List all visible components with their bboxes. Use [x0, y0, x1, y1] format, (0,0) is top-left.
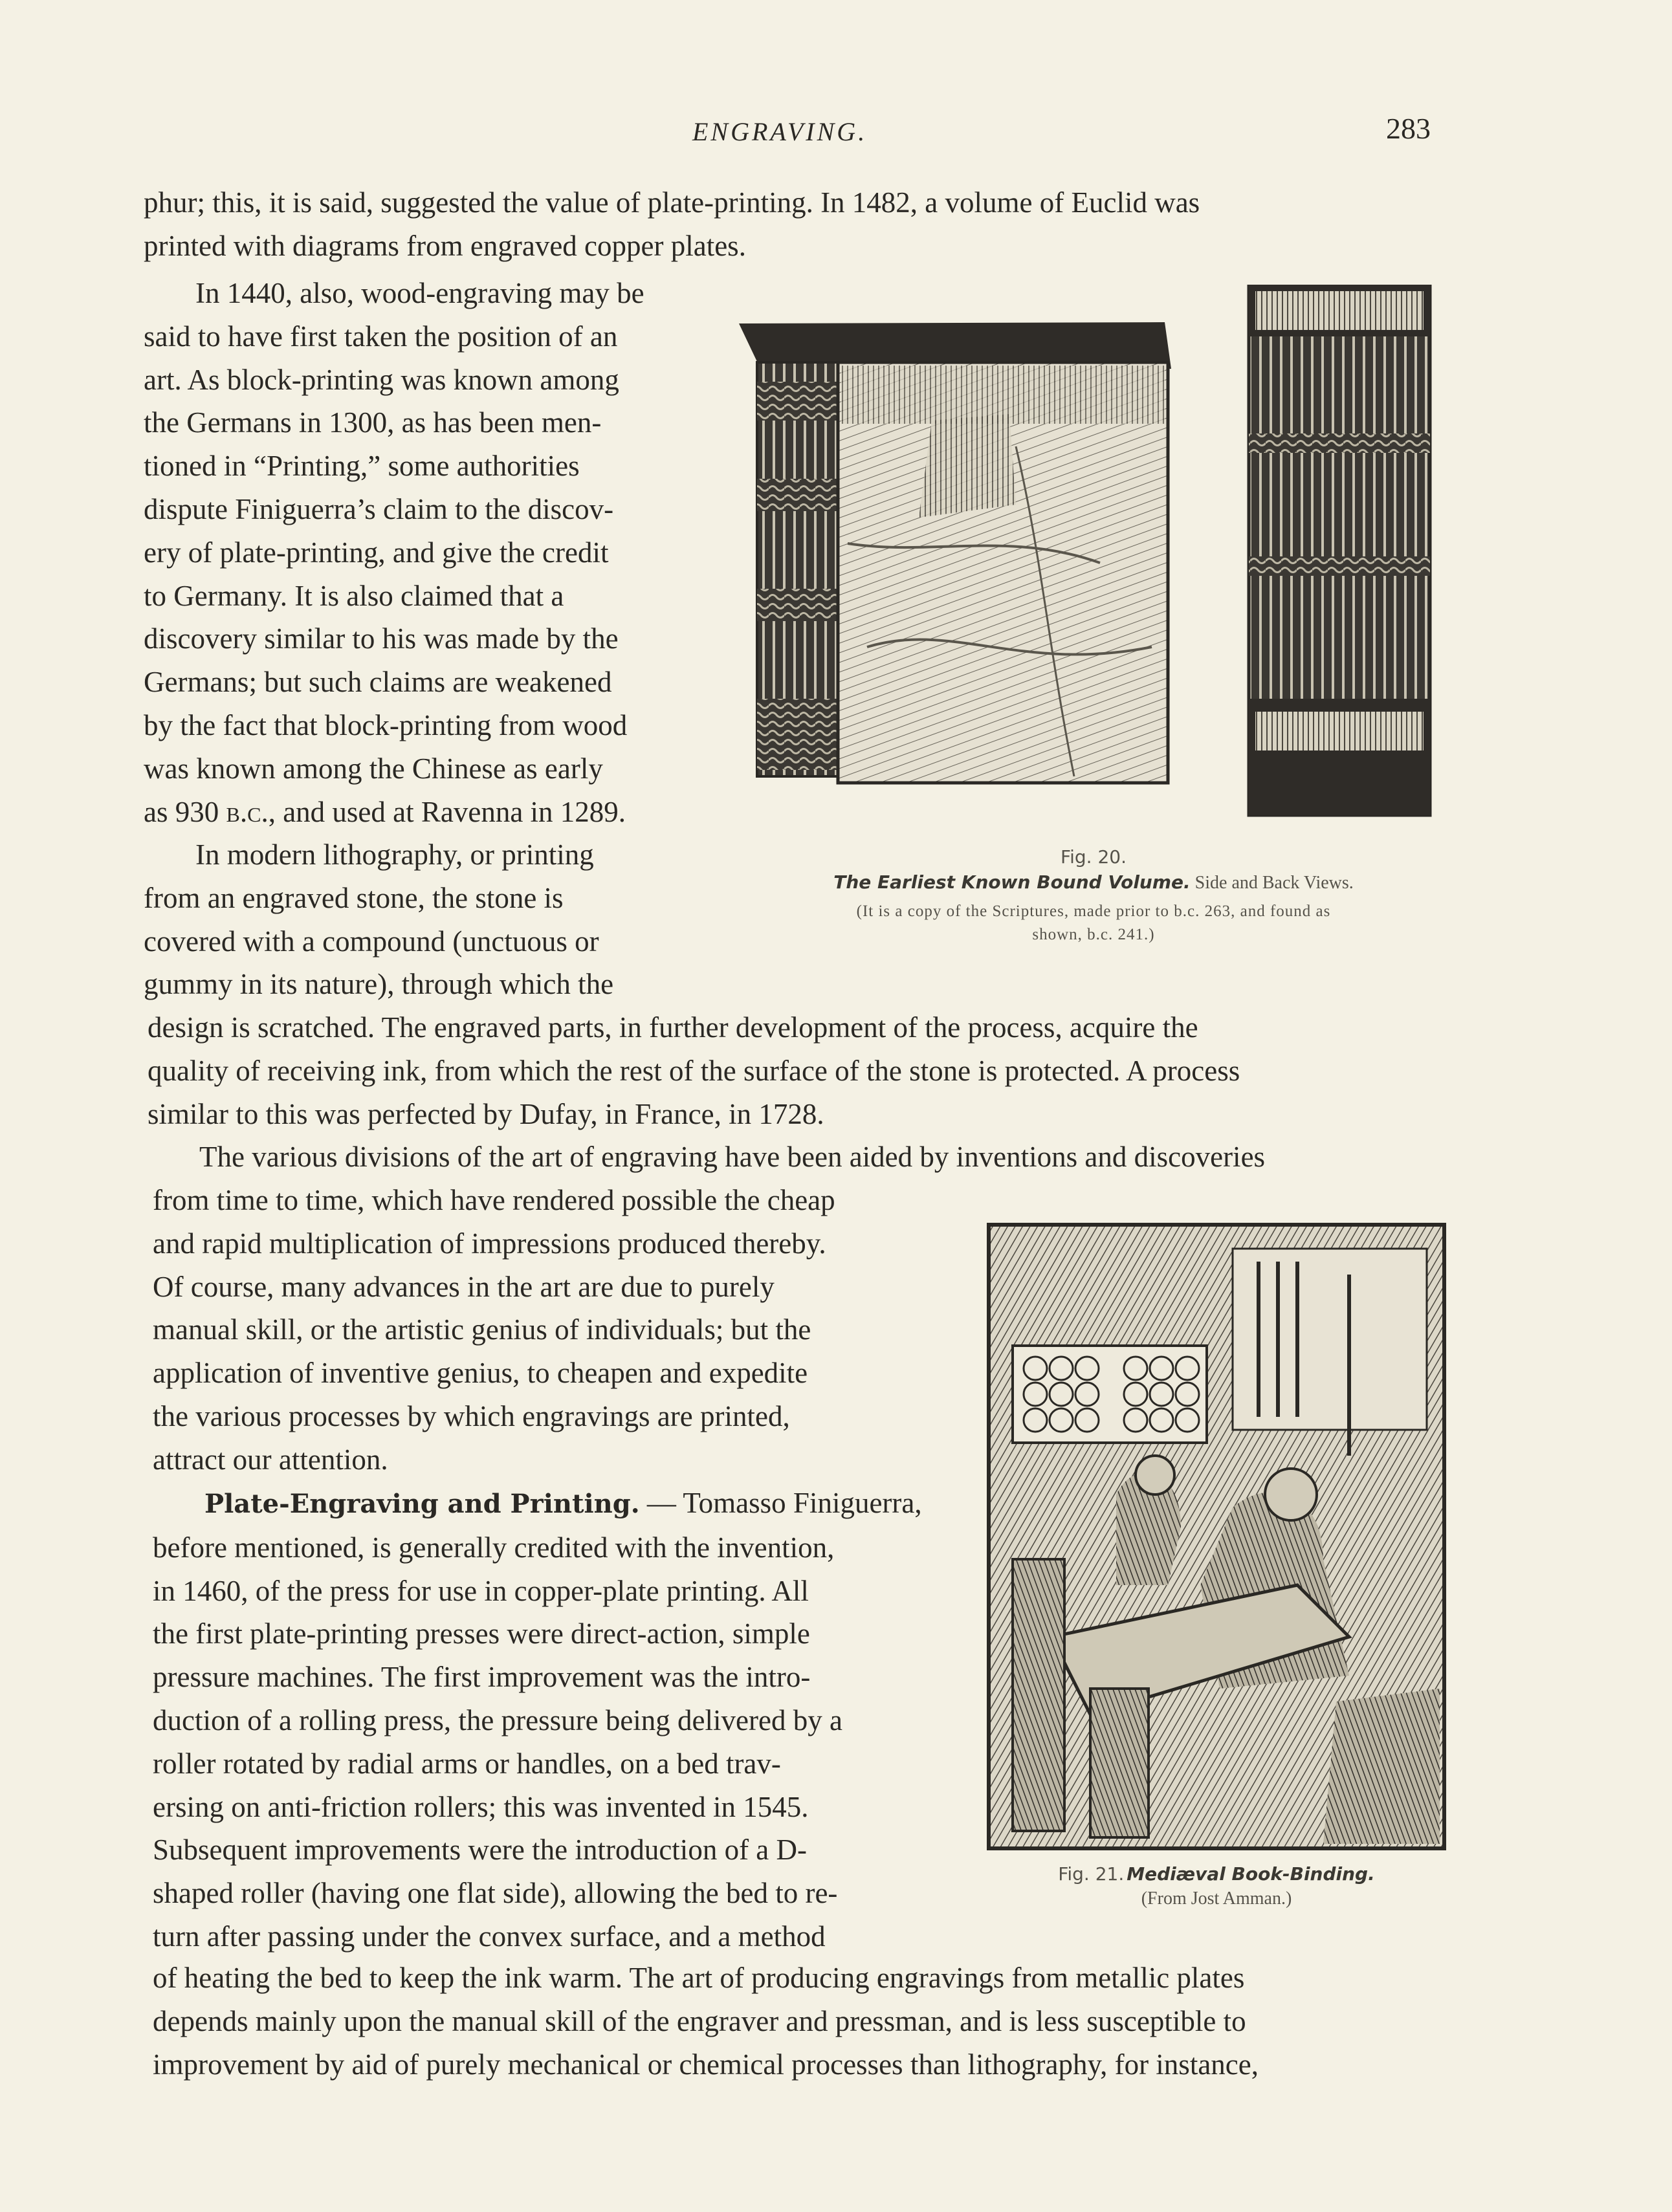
text-line: improvement by aid of purely mechanical or chemical processes than lithography, for instance,	[153, 2048, 1259, 2081]
text-line: roller rotated by radial arms or handles, on a bed trav-	[153, 1747, 781, 1780]
text-line: shaped roller (having one flat side), allowing the bed to re-	[153, 1877, 838, 1910]
text-line: from an engraved stone, the stone is	[144, 881, 564, 914]
paragraph-5	[153, 1482, 941, 1958]
text-line: by the fact that block-printing from wood	[144, 708, 628, 741]
text-line: covered with a compound (unctuous or	[144, 925, 599, 958]
text-line: art. As block-printing was known among	[144, 363, 619, 396]
page-header	[0, 111, 1672, 157]
figure-label: Fig. 21.	[1058, 1863, 1125, 1885]
section-heading: Plate-Engraving and Printing.	[204, 1489, 640, 1519]
text-line: attract our attention.	[153, 1443, 388, 1476]
text-line: Of course, many advances in the art are due to purely	[153, 1270, 775, 1303]
text-line: In modern lithography, or printing	[195, 838, 594, 871]
paragraph-4	[148, 1135, 1448, 1179]
text-line: application of inventive genius, to cheapen and expedite	[153, 1357, 808, 1390]
figure-label: Fig. 20.	[1061, 846, 1127, 868]
text-line: before mentioned, is generally credited with the invention,	[153, 1531, 835, 1564]
paragraph-3-continued	[148, 1006, 1448, 1135]
text-line: similar to this was perfected by Dufay, in France, in 1728.	[148, 1097, 824, 1130]
text-line: discovery similar to his was made by the	[144, 622, 619, 655]
text-line: duction of a rolling press, the pressure being delivered by a	[153, 1703, 842, 1736]
paragraph-4-continued	[153, 1179, 941, 1482]
text-line: ersing on anti-friction rollers; this was invented in 1545.	[153, 1790, 809, 1823]
text-line: the Germans in 1300, as has been men-	[144, 406, 602, 439]
text-line: ery of plate-printing, and give the credit	[144, 536, 609, 569]
text-line: depends mainly upon the manual skill of the engraver and pressman, and is less susceptible to	[153, 2004, 1246, 2037]
text-line: dispute Finiguerra’s claim to the discov-	[144, 492, 614, 525]
text-line: In 1440, also, wood-engraving may be	[195, 277, 644, 309]
text-line: of heating the bed to keep the ink warm. The art of producing engravings from metallic plates	[153, 1962, 1245, 1994]
era-abbrev: b.c.	[226, 795, 269, 828]
text-line: printed with diagrams from engraved copper plates.	[144, 229, 746, 262]
text-line: Subsequent improvements were the introduction of a D-	[153, 1834, 808, 1867]
text-line: The various divisions of the art of engraving have been aided by inventions and discoveries	[199, 1141, 1266, 1173]
text-line	[153, 1482, 941, 1526]
text-line: turn after passing under the convex surface, and a method	[153, 1920, 826, 1953]
text-line: design is scratched. The engraved parts, in further development of the process, acquire the	[148, 1011, 1198, 1044]
text-line: manual skill, or the artistic genius of individuals; but the	[153, 1313, 811, 1346]
text-line: and rapid multiplication of impressions produced thereby.	[153, 1227, 826, 1260]
text-line: Germans; but such claims are weakened	[144, 666, 612, 699]
text-fragment: — Tomasso Finiguerra,	[639, 1487, 922, 1519]
figure-title: The Earliest Known Bound Volume.	[833, 871, 1191, 893]
text-line: said to have first taken the position of an	[144, 320, 618, 353]
paragraph-5-continued	[153, 1956, 1456, 2086]
text-line	[144, 791, 703, 834]
figure-note: shown, b.c. 241.)	[1032, 926, 1155, 943]
figure-note: (From Jost Amman.)	[1141, 1889, 1292, 1909]
page-number: 283	[1386, 112, 1431, 145]
caption-title-line	[731, 871, 1456, 893]
running-title: ENGRAVING.	[692, 117, 868, 146]
text-line: in 1460, of the press for use in copper-plate printing. All	[153, 1574, 809, 1607]
figure-21-caption	[987, 1863, 1446, 1909]
figure-subtitle: Side and Back Views.	[1190, 873, 1354, 893]
text-fragment: as 930	[144, 795, 226, 828]
side-view	[739, 322, 1171, 783]
paragraph-2	[144, 272, 703, 833]
figure-21	[987, 1223, 1446, 1850]
text-line: gummy in its nature), through which the	[144, 968, 614, 1001]
bookbinding-woodcut	[987, 1223, 1446, 1850]
back-view	[1249, 285, 1430, 815]
paragraph-3	[144, 833, 703, 1006]
text-line: phur; this, it is said, suggested the value of plate-printing. In 1482, a volume of Euclid was	[144, 186, 1200, 219]
text-line: the various processes by which engravings are printed,	[153, 1399, 790, 1432]
paragraph-1	[144, 181, 1444, 268]
figure-20	[738, 285, 1449, 841]
text-line: quality of receiving ink, from which the rest of the surface of the stone is protected. A process	[148, 1054, 1240, 1087]
text-line: the first plate-printing presses were direct-action, simple	[153, 1617, 810, 1650]
text-line: tioned in “Printing,” some authorities	[144, 450, 580, 483]
text-line: from time to time, which have rendered possible the cheap	[153, 1184, 835, 1216]
figure-note: (It is a copy of the Scriptures, made prior to b.c. 263, and found as	[856, 903, 1331, 920]
text-line: to Germany. It is also claimed that a	[144, 579, 564, 612]
caption-title-line	[987, 1863, 1446, 1885]
figure-20-caption	[731, 846, 1456, 947]
figure-title: Mediæval Book-Binding.	[1127, 1863, 1375, 1885]
text-fragment: , and used at Ravenna in 1289.	[268, 795, 626, 828]
text-line: was known among the Chinese as early	[144, 752, 603, 785]
text-line: pressure machines. The first improvement was the intro-	[153, 1661, 811, 1694]
bound-volume-illustration	[738, 285, 1449, 841]
